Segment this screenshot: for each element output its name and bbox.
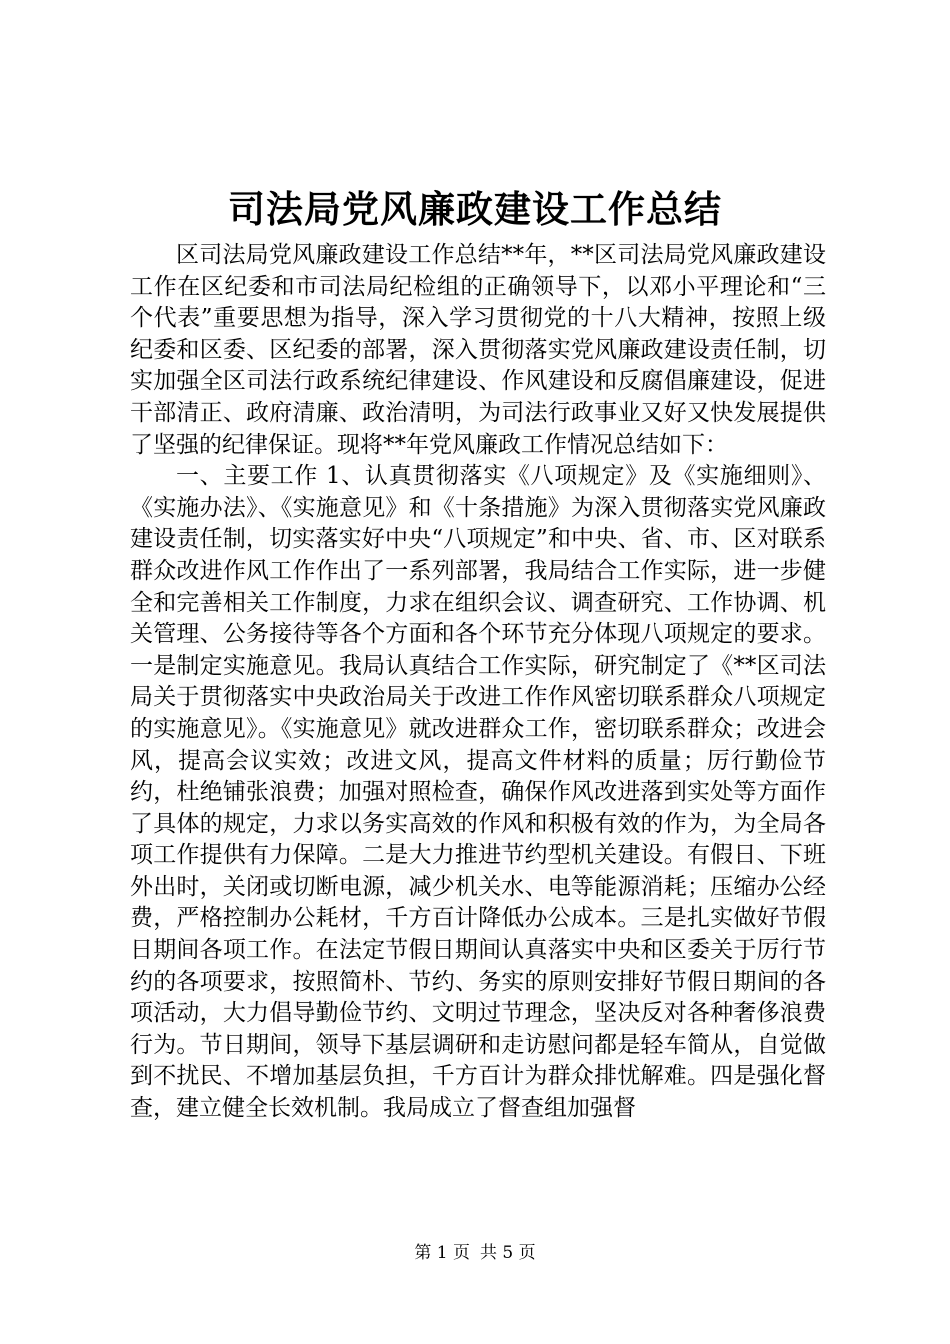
page-footer xyxy=(0,1240,950,1266)
document-title: 司法局党风廉政建设工作总结 xyxy=(228,187,722,231)
page-total: 共 5 页 xyxy=(480,1243,536,1263)
paragraph-main-work: 一、主要工作 1、认真贯彻落实《八项规定》及《实施细则》、《实施办法》、《实施意见》和《十条措施》为深入贯彻落实党风廉政建设责任制，切实落实好中央“八项规定”和中央、省、市、区对联系群众改进作风工作作出了一系列部署，我局结合工作实际，进一步健全和完善相关工作制度，力求在组织会议、调查研究、工作协调、机关管理、公务接待等各个方面和各个环节充分体现八项规定的要求。一是制定实施意见。我局认真结合工作实际，研究制定了《**区司法局关于贯彻落实中央政治局关于改进工作作风密切联系群众八项规定的实施意见》。《实施意见》就改进群众工作，密切联系群众；改进会风，提高会议实效；改进文风，提高文件材料的质量；厉行勤俭节约，杜绝铺张浪费；加强对照检查，确保作风改进落到实处等方面作了具体的规定，力求以务实高效的作风和积极有效的作为，为全局各项工作提供有力保障。二是大力推进节约型机关建设。有假日、下班外出时，关闭或切断电源，减少机关水、电等能源消耗；压缩办公经费，严格控制办公耗材，千方百计降低办公成本。三是扎实做好节假日期间各项工作。在法定节假日期间认真落实中央和区委关于厉行节约的各项要求，按照简朴、节约、务实的原则安排好节假日期间的各项活动，大力倡导勤俭节约、文明过节理念，坚决反对各种奢侈浪费行为。节日期间，领导下基层调研和走访慰问都是轻车简从，自觉做到不扰民、不增加基层负担，千方百计为群众排忧解难。四是强化督查，建立健全长效机制。我局成立了督查组加强督 xyxy=(130,463,826,1122)
paragraph-intro: 区司法局党风廉政建设工作总结**年，**区司法局党风廉政建设工作在区纪委和市司法局纪检组的正确领导下，以邓小平理论和“三个代表”重要思想为指导，深入学习贯彻党的十八大精神，按照上级纪委和区委、区纪委的部署，深入贯彻落实党风廉政建设责任制，切实加强全区司法行政系统纪律建设、作风建设和反腐倡廉建设，促进干部清正、政府清廉、政治清明，为司法行政事业又好又快发展提供了坚强的纪律保证。现将**年党风廉政工作情况总结如下： xyxy=(130,242,826,458)
document-body xyxy=(130,240,826,1125)
page-number: 第 1 页 xyxy=(414,1243,470,1263)
